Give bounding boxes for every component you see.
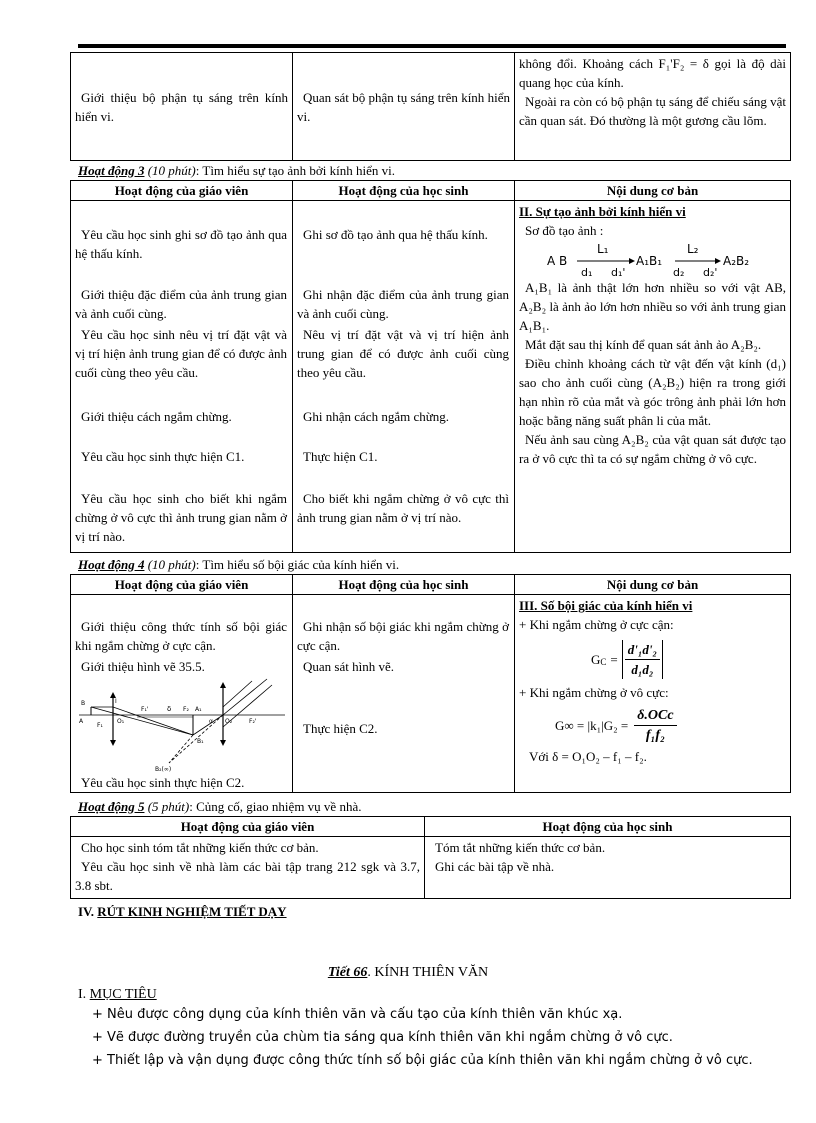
header-rule	[78, 44, 786, 48]
objectives-heading: I. MỤC TIÊU	[78, 987, 157, 1002]
figure-35-5	[77, 677, 287, 773]
student-step: Ghi nhận cách ngắm chừng.	[303, 409, 450, 424]
student-step: Ghi các bài tập về nhà.	[435, 859, 555, 874]
content-paragraph: Nếu ảnh sau cùng A₂B₂ của vật quan sát được tạo ra ở vô cực thì ta có sự ngắm chừng ở vô cực.	[519, 432, 786, 466]
teacher-step: Giới thiệu công thức tính số bội giác khi ngắm chừng ở cực cận.	[75, 619, 287, 653]
svg-text:B₁: B₁	[197, 738, 204, 745]
svg-text:F₁': F₁'	[141, 706, 149, 713]
column-header: Nội dung cơ bản	[515, 181, 791, 201]
teacher-step: Yêu cầu học sinh cho biết khi ngắm chừng ở vô cực thì ảnh trung gian nằm ở vị trí nào.	[75, 491, 287, 544]
objective-item: + Thiết lập và vận dụng được công thức tính số bội giác của kính thiên văn khi ngắm chừng ở vô cực.	[92, 1053, 753, 1068]
teacher-step: Yêu cầu học sinh thực hiện C2.	[81, 775, 245, 790]
content-cell	[515, 201, 791, 553]
student-step: Tóm tắt những kiến thức cơ bản.	[435, 840, 606, 855]
svg-text:F₂': F₂'	[249, 718, 257, 725]
content-paragraph: không đổi. Khoảng cách F₁'F₂ = δ gọi là độ dài quang học của kính.	[519, 56, 786, 90]
content-paragraph: Điều chỉnh khoảng cách từ vật đến vật kính (d₁) sao cho ảnh cuối cùng (A₂B₂) hiện ra trong giới hạn nhìn rõ của mắt và góc trông ảnh phải lớn hơn hoặc bằng năng suất phân li của mắt.	[519, 356, 786, 428]
student-step: Quan sát hình vẽ.	[303, 659, 394, 674]
delta-note: Với δ = O₁O₂ – f₁ – f₂.	[529, 749, 647, 764]
svg-text:A₁: A₁	[195, 706, 202, 713]
activity5-table	[70, 816, 791, 899]
scheme-d2: d₂	[673, 266, 685, 278]
scheme-final: A₂B₂	[723, 254, 750, 268]
teacher-step: Yêu cầu học sinh nêu vị trí đặt vật và vị trí hiện ảnh trung gian để có được ảnh cuối cùng theo yêu cầu.	[75, 327, 287, 380]
scheme-lens2: L₂	[687, 242, 699, 256]
section-title: III. Số bội giác của kính hiển vi	[519, 598, 693, 613]
image-formation-scheme	[519, 240, 785, 278]
teacher-step: Yêu cầu học sinh ghi sơ đồ tạo ảnh qua hệ thấu kính.	[75, 227, 287, 261]
scheme-label: Sơ đồ tạo ảnh :	[525, 223, 604, 238]
svg-text:A: A	[79, 718, 84, 725]
scheme-intermediate: A₁B₁	[636, 254, 663, 268]
column-header: Nội dung cơ bản	[515, 575, 791, 595]
continuation-table	[70, 52, 791, 161]
student-step: Ghi sơ đồ tạo ảnh qua hệ thấu kính.	[303, 227, 488, 242]
content-cell	[515, 53, 791, 161]
column-header: Hoạt động của giáo viên	[71, 181, 293, 201]
teacher-cell	[71, 201, 293, 553]
student-cell	[293, 201, 515, 553]
lesson-title: Tiết 66. KÍNH THIÊN VĂN	[327, 965, 489, 980]
activity4-table	[70, 574, 791, 793]
content-paragraph: Ngoài ra còn có bộ phận tụ sáng để chiếu sáng vật cần quan sát. Đó thường là một gương cầu lõm.	[519, 94, 787, 128]
section-iv-heading: IV. RÚT KINH NGHIỆM TIẾT DẠY	[78, 904, 287, 919]
student-step: Thực hiện C2.	[303, 721, 378, 736]
student-step: Ghi nhận đặc điểm của ảnh trung gian và ảnh cuối cùng.	[297, 287, 509, 321]
student-step: Thực hiện C1.	[303, 449, 378, 464]
objective-item: + Nêu được công dụng của kính thiên văn và cấu tạo của kính thiên văn khúc xạ.	[92, 1007, 623, 1022]
teacher-step: Giới thiệu đặc điểm của ảnh trung gian và ảnh cuối cùng.	[75, 287, 287, 321]
activity5-heading: Hoạt động 5 (5 phút): Củng cố, giao nhiệm vụ về nhà.	[78, 799, 362, 814]
content-paragraph: Mắt đặt sau thị kính để quan sát ảnh ảo A₂B₂.	[525, 337, 762, 352]
svg-text:O₂: O₂	[225, 718, 233, 725]
student-step: Cho biết khi ngắm chừng ở vô cực thì ảnh trung gian nằm ở vị trí nào.	[297, 491, 509, 525]
student-cell	[425, 837, 791, 899]
svg-text:B₂(∞): B₂(∞)	[155, 766, 172, 773]
teacher-step: Giới thiệu cách ngắm chừng.	[81, 409, 232, 424]
student-cell: Quan sát bộ phận tụ sáng trên kính hiển vi.	[293, 53, 515, 161]
gc-formula: G C = $\frac{\text{d'₁d'₂}}{\text{d₁d₂}}$	[591, 640, 786, 679]
svg-text:B: B	[81, 700, 86, 707]
column-header: Hoạt động của học sinh	[293, 575, 515, 595]
column-header: Hoạt động của giáo viên	[71, 575, 293, 595]
teacher-step: Yêu cầu học sinh thực hiện C1.	[81, 449, 245, 464]
activity3-table	[70, 180, 791, 553]
student-cell	[293, 595, 515, 793]
ginf-formula: G∞ = |k₁|G₂ = $\frac{\text{δ.OCc}}{\text{f₁f₂}}$	[555, 706, 786, 745]
section-title: II. Sự tạo ảnh bởi kính hiển vi	[519, 204, 686, 219]
svg-text:O₁: O₁	[117, 718, 125, 725]
column-header: Hoạt động của giáo viên	[71, 817, 425, 837]
scheme-object: A B	[547, 254, 568, 268]
activity4-heading: Hoạt động 4 (10 phút): Tìm hiểu số bội giác của kính hiển vi.	[78, 557, 400, 572]
teacher-step: Yêu cầu học sinh về nhà làm các bài tập trang 212 sgk và 3.7, 3.8 sbt.	[75, 859, 420, 893]
teacher-step: Cho học sinh tóm tắt những kiến thức cơ bản.	[81, 840, 319, 855]
near-point-label: + Khi ngắm chừng ở cực cận:	[519, 617, 674, 632]
teacher-cell	[71, 837, 425, 899]
objective-item: + Vẽ được đường truyền của chùm tia sáng qua kính thiên văn khi ngắm chừng ở vô cực.	[92, 1030, 673, 1045]
activity3-heading: Hoạt động 3 (10 phút): Tìm hiểu sự tạo ảnh bởi kính hiển vi.	[78, 163, 396, 178]
column-header: Hoạt động của học sinh	[293, 181, 515, 201]
teacher-step: Giới thiệu hình vẽ 35.5.	[81, 659, 205, 674]
content-cell	[515, 595, 791, 793]
content-paragraph: A₁B₁ là ảnh thật lớn hơn nhiều so với vật AB, A₂B₂ là ảnh ảo lớn hơn nhiều so với ảnh trung gian A₁B₁.	[519, 280, 786, 333]
objectives-list	[92, 1005, 782, 1070]
column-header: Hoạt động của học sinh	[425, 817, 791, 837]
infinity-label: + Khi ngắm chừng ở vô cực:	[519, 685, 669, 700]
teacher-cell: Giới thiệu bộ phận tụ sáng trên kính hiển vi.	[71, 53, 293, 161]
teacher-cell	[71, 595, 293, 793]
student-step: Ghi nhận số bội giác khi ngắm chừng ở cực cận.	[297, 619, 509, 653]
scheme-d1p: d₁'	[611, 266, 626, 278]
svg-text:I: I	[115, 698, 117, 705]
svg-text:F₁: F₁	[97, 722, 103, 729]
svg-text:δ: δ	[167, 705, 172, 713]
svg-text:α: α	[209, 718, 213, 725]
scheme-d1: d₁	[581, 266, 593, 278]
svg-text:F₂: F₂	[183, 706, 189, 713]
student-step: Nêu vị trí đặt vật và vị trí hiện ảnh trung gian để có được ảnh cuối cùng theo yêu cầu.	[297, 327, 509, 380]
scheme-lens1: L₁	[597, 242, 609, 256]
scheme-d2p: d₂'	[703, 266, 718, 278]
